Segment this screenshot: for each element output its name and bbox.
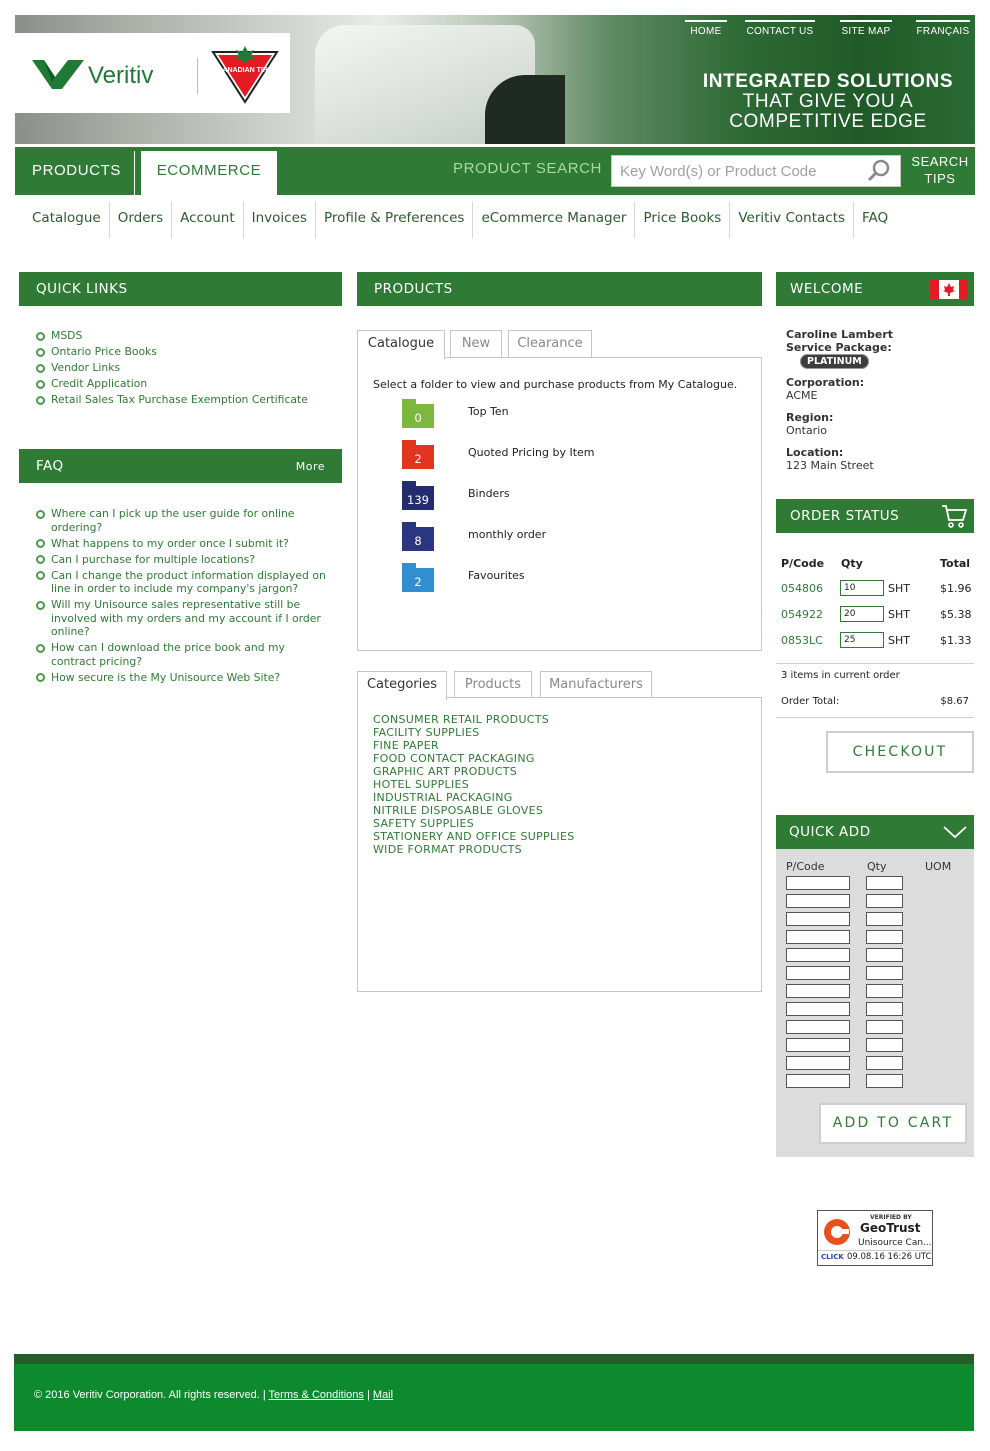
welcome-title: WELCOME <box>790 281 864 297</box>
quick-add-qty-input[interactable] <box>866 1074 903 1088</box>
faq-more-link[interactable]: More <box>295 460 325 473</box>
veritiv-logo-text: Veritiv <box>88 62 154 89</box>
catalogue-tab-panel <box>357 330 762 651</box>
product-search-label: PRODUCT SEARCH <box>453 160 602 177</box>
order-row-code[interactable]: 054922 <box>781 608 823 621</box>
tab-new[interactable]: New <box>450 330 502 357</box>
folder-icon[interactable]: 2 <box>402 568 434 592</box>
folder-label-monthly-order[interactable]: monthly order <box>468 528 547 541</box>
quick-add-panel <box>776 849 974 1157</box>
quick-add-qty-input[interactable] <box>866 966 903 980</box>
subnav-profile-preferences[interactable]: Profile & Preferences <box>316 202 473 238</box>
categories-box <box>357 697 762 992</box>
category-link[interactable]: WIDE FORMAT PRODUCTS <box>373 843 522 856</box>
quick-add-qty-input[interactable] <box>866 1056 903 1070</box>
quick-link-vendor-links[interactable]: Vendor Links <box>35 361 335 375</box>
cart-icon[interactable] <box>940 503 968 529</box>
service-package-label: Service Package: <box>786 341 892 354</box>
catalogue-box <box>357 357 762 651</box>
order-row-qty-input[interactable] <box>840 606 884 622</box>
logo-divider <box>197 58 198 94</box>
category-list <box>373 713 574 856</box>
order-total-row <box>776 691 974 718</box>
order-total-value: $8.67 <box>940 696 969 707</box>
category-link[interactable]: SAFETY SUPPLIES <box>373 817 475 830</box>
search-tips-line1: SEARCH <box>911 154 969 169</box>
checkout-button[interactable]: CHECKOUT <box>826 731 974 773</box>
add-to-cart-button[interactable]: ADD TO CART <box>819 1103 967 1144</box>
order-row-qty-input[interactable] <box>840 580 884 596</box>
faq-item[interactable]: How secure is the My Unisource Web Site? <box>35 671 327 685</box>
topnav-home[interactable]: HOME <box>685 20 727 40</box>
order-row-code[interactable]: 0853LC <box>781 634 823 647</box>
faq-item[interactable]: Can I change the product information displayed on line in order to include my company's jargon? <box>35 569 327 596</box>
banner-tagline <box>690 72 966 132</box>
subnav-veritiv-contacts[interactable]: Veritiv Contacts <box>730 202 854 238</box>
geotrust-click: CLICK <box>821 1253 844 1261</box>
order-header-total: Total <box>940 557 971 570</box>
category-link[interactable]: STATIONERY AND OFFICE SUPPLIES <box>373 830 575 843</box>
quick-add-pcode-input[interactable] <box>786 894 850 908</box>
banner-truck-detail <box>485 75 565 144</box>
order-header-pcode: P/Code <box>781 557 825 570</box>
geotrust-date: 09.08.16 16:26 UTC <box>847 1252 932 1262</box>
quick-link-msds[interactable]: MSDS <box>35 329 335 343</box>
quick-add-qty-input[interactable] <box>866 984 903 998</box>
order-status-title: ORDER STATUS <box>790 508 900 524</box>
product-search-input[interactable] <box>611 155 901 187</box>
quick-add-pcode-input[interactable] <box>786 1074 850 1088</box>
subnav-ecommerce-manager[interactable]: eCommerce Manager <box>473 202 635 238</box>
canadian-tire-logo-text: CANADIAN TIRE <box>217 67 273 74</box>
order-header-qty: Qty <box>841 557 863 570</box>
products-header <box>357 272 762 306</box>
geotrust-site-name: Unisource Can... <box>858 1238 932 1248</box>
topnav-contact-us[interactable]: CONTACT US <box>745 20 815 40</box>
chevron-down-icon[interactable] <box>942 823 968 841</box>
quick-links-list <box>35 329 335 409</box>
products-title: PRODUCTS <box>374 281 453 297</box>
faq-item[interactable]: Can I purchase for multiple locations? <box>35 553 327 567</box>
topnav-francais[interactable]: FRANÇAIS <box>916 20 970 40</box>
quick-links-title: QUICK LINKS <box>36 281 128 297</box>
veritiv-logo[interactable] <box>30 55 180 95</box>
quick-add-header-qty: Qty <box>867 860 887 873</box>
quick-add-header-uom: UOM <box>925 860 952 873</box>
quick-add-pcode-input[interactable] <box>786 966 850 980</box>
category-link[interactable]: NITRILE DISPOSABLE GLOVES <box>373 804 544 817</box>
region-value: Ontario <box>786 424 827 437</box>
subnav-price-books[interactable]: Price Books <box>635 202 730 238</box>
category-link[interactable]: CONSUMER RETAIL PRODUCTS <box>373 713 550 726</box>
category-link[interactable]: INDUSTRIAL PACKAGING <box>373 791 513 804</box>
quick-add-header-pcode: P/Code <box>786 860 825 873</box>
footer-terms-link[interactable]: Terms & Conditions <box>268 1389 364 1401</box>
footer-top-strip <box>14 1354 974 1364</box>
category-link[interactable]: FACILITY SUPPLIES <box>373 726 480 739</box>
quick-link-ontario-price-books[interactable]: Ontario Price Books <box>35 345 335 359</box>
quick-add-pcode-input[interactable] <box>786 912 850 926</box>
footer-separator: | <box>366 1389 370 1401</box>
footer <box>14 1364 974 1431</box>
topnav-site-map[interactable]: SITE MAP <box>840 20 892 40</box>
footer-mail-link[interactable]: Mail <box>372 1389 394 1401</box>
corporation-value: ACME <box>786 389 818 402</box>
quick-add-pcode-input[interactable] <box>786 984 850 998</box>
faq-item[interactable]: Will my Unisource sales representative still be involved with my orders and my account if I order online? <box>35 598 327 639</box>
quick-add-qty-input[interactable] <box>866 948 903 962</box>
quick-add-pcode-input[interactable] <box>786 1020 850 1034</box>
folder-icon[interactable]: 139 <box>402 486 434 510</box>
quick-link-credit-application[interactable]: Credit Application <box>35 377 335 391</box>
order-row-code[interactable]: 054806 <box>781 582 823 595</box>
subnav-orders[interactable]: Orders <box>110 202 172 238</box>
tab-products-list[interactable]: Products <box>454 671 532 698</box>
search-tips-link[interactable] <box>907 153 973 187</box>
order-items-count: 3 items in current order <box>781 670 900 681</box>
welcome-info <box>786 328 972 472</box>
subnav-catalogue[interactable]: Catalogue <box>24 202 110 238</box>
category-link[interactable]: GRAPHIC ART PRODUCTS <box>373 765 517 778</box>
order-row-qty-input[interactable] <box>840 632 884 648</box>
quick-add-title: QUICK ADD <box>789 824 871 840</box>
quick-add-qty-input[interactable] <box>866 1038 903 1052</box>
canada-flag-icon <box>930 280 968 299</box>
tab-manufacturers[interactable]: Manufacturers <box>540 671 652 698</box>
quick-add-pcode-input[interactable] <box>786 1038 850 1052</box>
order-total-label: Order Total: <box>781 696 840 707</box>
categories-tab-panel <box>357 671 762 992</box>
tagline-line2: THAT GIVE YOU A <box>742 91 914 112</box>
tab-clearance[interactable]: Clearance <box>508 330 592 357</box>
faq-title: FAQ <box>36 458 64 474</box>
platinum-badge: PLATINUM <box>800 354 869 369</box>
order-divider <box>776 663 974 664</box>
order-row-total: $5.38 <box>940 608 972 621</box>
user-name: Caroline Lambert <box>786 328 894 341</box>
faq-item[interactable]: Where can I pick up the user guide for online ordering? <box>35 507 327 534</box>
folder-icon[interactable]: 2 <box>402 445 434 469</box>
faq-item[interactable]: What happens to my order once I submit it? <box>35 537 327 551</box>
quick-add-pcode-input[interactable] <box>786 948 850 962</box>
catalogue-intro: Select a folder to view and purchase products from My Catalogue. <box>373 378 738 391</box>
folder-label-top-ten[interactable]: Top Ten <box>468 405 509 418</box>
geotrust-seal[interactable] <box>817 1210 933 1266</box>
tab-catalogue[interactable]: Catalogue <box>357 330 445 359</box>
category-link[interactable]: FINE PAPER <box>373 739 439 752</box>
quick-add-qty-input[interactable] <box>866 1002 903 1016</box>
geotrust-logo-icon <box>822 1217 852 1247</box>
location-label: Location: <box>786 446 844 459</box>
corporation-label: Corporation: <box>786 376 865 389</box>
folder-icon[interactable]: 8 <box>402 527 434 551</box>
subnav-faq[interactable]: FAQ <box>862 210 889 226</box>
folder-label-quoted-pricing[interactable]: Quoted Pricing by Item <box>468 446 595 459</box>
tab-products[interactable]: PRODUCTS <box>19 151 135 195</box>
category-link[interactable]: HOTEL SUPPLIES <box>373 778 470 791</box>
region-label: Region: <box>786 411 834 424</box>
geotrust-verified: VERIFIED BY <box>870 1214 912 1221</box>
tagline-line3: COMPETITIVE EDGE <box>729 111 927 132</box>
quick-add-qty-input[interactable] <box>866 894 903 908</box>
category-link[interactable]: FOOD CONTACT PACKAGING <box>373 752 535 765</box>
quick-add-pcode-input[interactable] <box>786 1002 850 1016</box>
quick-add-pcode-input[interactable] <box>786 1056 850 1070</box>
order-row-uom: SHT <box>888 582 910 595</box>
order-row-total: $1.33 <box>940 634 972 647</box>
quick-link-tax-exemption-certificate[interactable]: Retail Sales Tax Purchase Exemption Certificate <box>35 393 335 407</box>
faq-header <box>19 449 342 483</box>
subnav-account[interactable]: Account <box>172 202 244 238</box>
geotrust-brand: GeoTrust <box>860 1221 921 1235</box>
search-icon[interactable] <box>866 158 892 184</box>
tagline-line1: INTEGRATED SOLUTIONS <box>702 71 954 92</box>
geotrust-footer <box>818 1250 932 1265</box>
service-package <box>786 341 972 367</box>
sub-nav <box>24 202 896 238</box>
footer-copyright: © 2016 Veritiv Corporation. All rights reserved. | <box>34 1389 266 1401</box>
quick-add-pcode-input[interactable] <box>786 930 850 944</box>
quick-add-qty-input[interactable] <box>866 1020 903 1034</box>
tab-ecommerce[interactable]: ECOMMERCE <box>141 151 277 195</box>
tab-categories[interactable]: Categories <box>357 671 447 700</box>
canadian-tire-logo[interactable] <box>210 44 280 104</box>
folder-label-favourites[interactable]: Favourites <box>468 569 525 582</box>
quick-links-header <box>19 272 342 306</box>
faq-item[interactable]: How can I download the price book and my contract pricing? <box>35 641 327 668</box>
folder-label-binders[interactable]: Binders <box>468 487 510 500</box>
quick-add-qty-input[interactable] <box>866 912 903 926</box>
folder-icon[interactable]: 0 <box>402 404 434 428</box>
quick-add-qty-input[interactable] <box>866 876 903 890</box>
order-row-total: $1.96 <box>940 582 972 595</box>
quick-add-qty-input[interactable] <box>866 930 903 944</box>
location-value: 123 Main Street <box>786 459 874 472</box>
quick-add-pcode-input[interactable] <box>786 876 850 890</box>
subnav-invoices[interactable]: Invoices <box>244 202 316 238</box>
order-row-uom: SHT <box>888 634 910 647</box>
order-row-uom: SHT <box>888 608 910 621</box>
faq-list <box>35 507 327 687</box>
search-tips-line2: TIPS <box>924 171 956 186</box>
